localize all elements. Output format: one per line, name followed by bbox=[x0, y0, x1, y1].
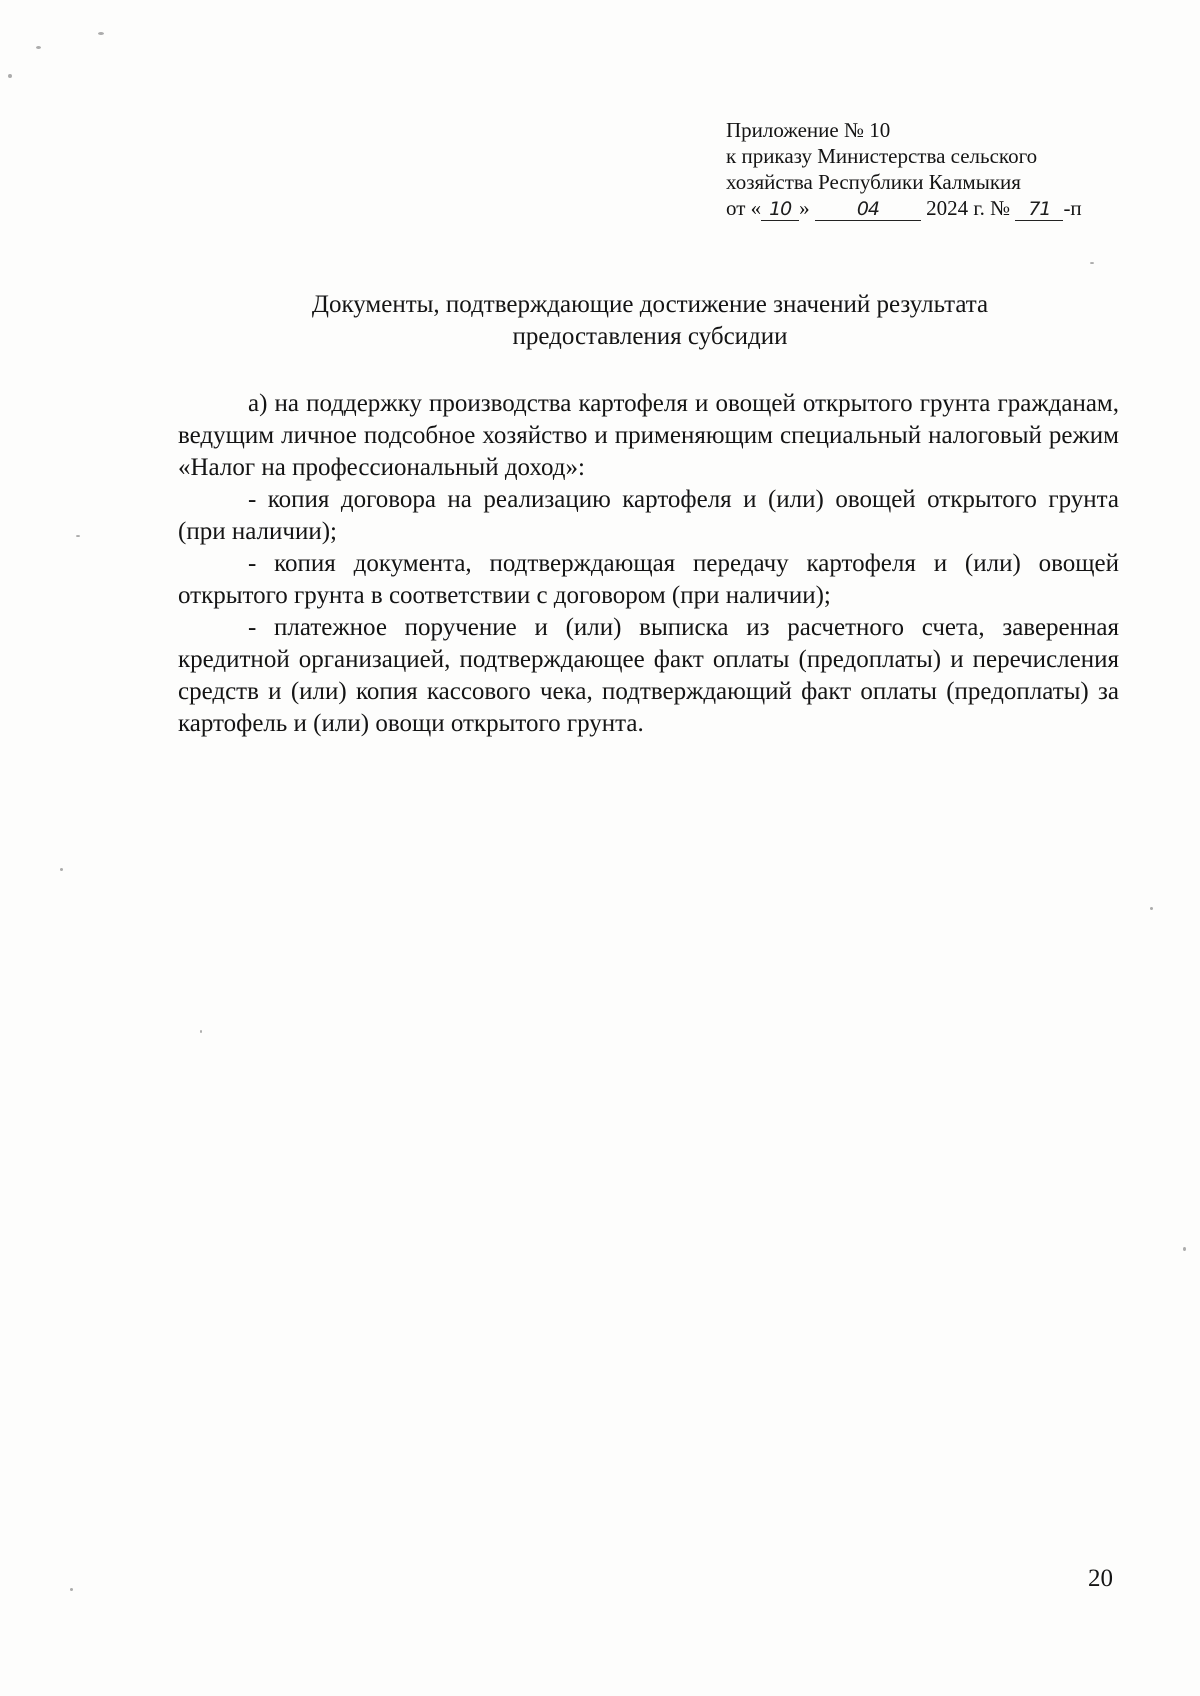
scan-speck bbox=[1150, 907, 1153, 910]
scan-speck bbox=[1183, 1247, 1186, 1251]
appendix-label: Приложение № 10 bbox=[726, 118, 891, 142]
document-body bbox=[178, 388, 1119, 740]
appendix-header bbox=[726, 117, 1126, 221]
year-and-number-label: 2024 г. № bbox=[926, 196, 1011, 220]
scan-speck bbox=[8, 74, 12, 78]
date-mid: » bbox=[799, 196, 810, 220]
title-line-2: предоставления субсидии bbox=[512, 323, 788, 350]
page-number: 20 bbox=[1088, 1565, 1113, 1592]
scan-speck bbox=[36, 46, 41, 49]
paragraph-transfer-document: - копия документа, подтверждающая передачу картофеля и (или) овощей открытого грунта в соответствии с договором (при наличии); bbox=[178, 550, 1119, 609]
paragraph-item-a: а) на поддержку производства картофеля и овощей открытого грунта гражданам, ведущим личное подсобное хозяйство и применяющим специальный налоговый режим «Налог на профессиональный доход»: bbox=[178, 390, 1119, 481]
scan-speck bbox=[98, 32, 104, 35]
date-prefix: от « bbox=[726, 196, 762, 220]
title-line-1: Документы, подтверждающие достижение значений результата bbox=[311, 291, 989, 318]
handwritten-order-number: 71 bbox=[1015, 198, 1063, 221]
scan-speck bbox=[70, 1588, 73, 1591]
order-reference-line: к приказу Министерства сельского bbox=[726, 144, 1038, 168]
document-title bbox=[200, 289, 1100, 353]
scan-speck bbox=[1090, 262, 1094, 264]
paragraph-payment-order: - платежное поручение и (или) выписка из расчетного счета, заверенная кредитной организацией, подтверждающее факт оплаты (предоплаты) и перечисления средств и (или) копия кассового чека, подтверждающий факт оплаты (предоплаты) за картофель и (или) овощи открытого грунта. bbox=[178, 614, 1119, 737]
scan-speck bbox=[60, 868, 63, 871]
ministry-line: хозяйства Республики Калмыкия bbox=[726, 170, 1021, 194]
scan-speck bbox=[200, 1030, 202, 1033]
paragraph-contract-copy: - копия договора на реализацию картофеля и (или) овощей открытого грунта (при наличии); bbox=[178, 486, 1119, 545]
handwritten-month: 04 bbox=[815, 198, 921, 221]
order-date-line bbox=[726, 195, 1126, 221]
scan-speck bbox=[76, 535, 80, 537]
order-suffix: -п bbox=[1063, 196, 1082, 220]
handwritten-day: 10 bbox=[761, 198, 799, 221]
